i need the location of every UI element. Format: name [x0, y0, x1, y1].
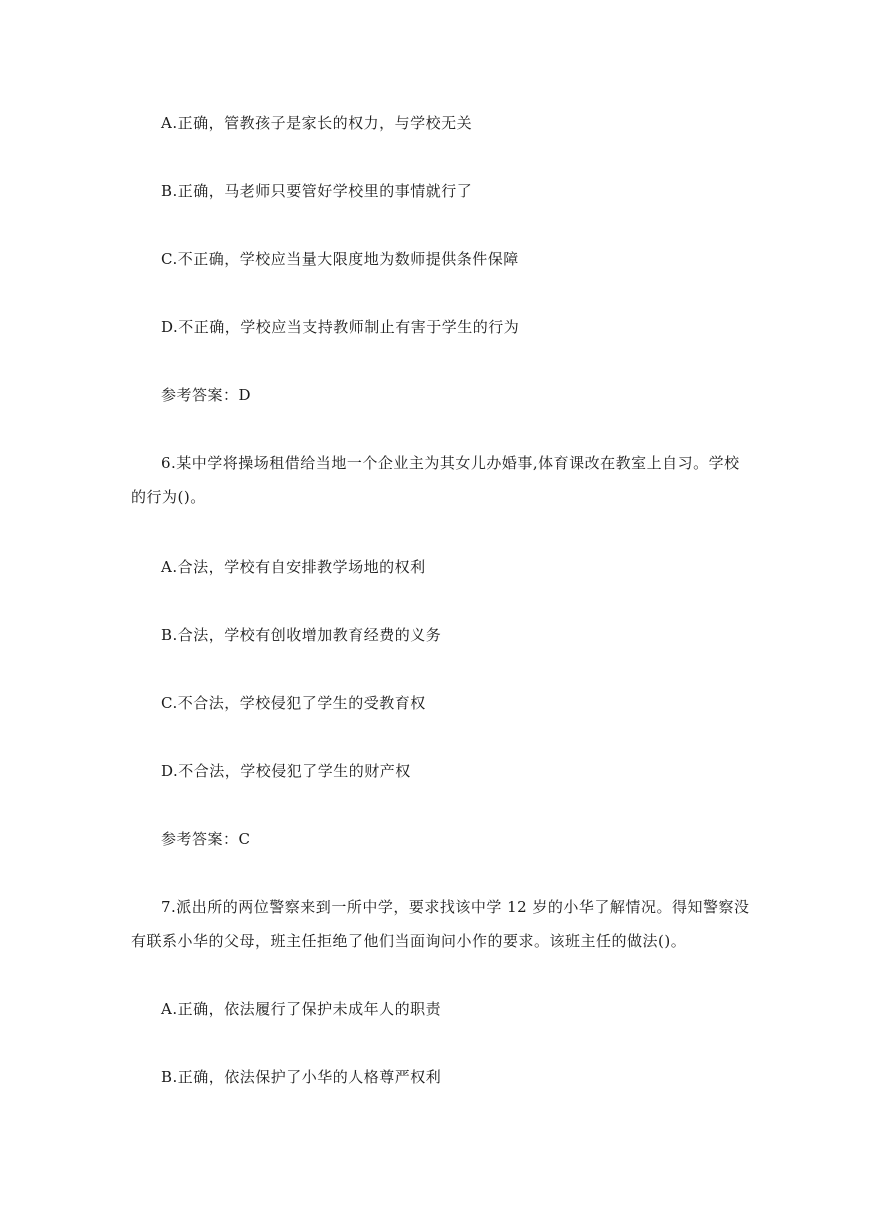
q7-option-b: B.正确，依法保护了小华的人格尊严权利: [161, 1068, 442, 1086]
q5-option-b: B.正确，马老师只要管好学校里的事情就行了: [161, 182, 473, 200]
q6-option-c: C.不合法，学校侵犯了学生的受教育权: [161, 694, 426, 712]
q5-answer: 参考答案：D: [161, 386, 252, 404]
q5-option-a: A.正确，管教孩子是家长的权力，与学校无关: [161, 114, 473, 132]
q6-answer: 参考答案：C: [161, 830, 251, 848]
q6-option-a: A.合法，学校有自安排教学场地的权利: [161, 558, 426, 576]
q5-option-d: D.不正确，学校应当支持教师制止有害于学生的行为: [161, 318, 520, 336]
q5-option-c: C.不正确，学校应当量大限度地为数师提供条件保障: [161, 250, 519, 268]
q6-option-d: D.不合法，学校侵犯了学生的财产权: [161, 762, 411, 780]
q6-stem-line1: 6.某中学将操场租借给当地一个企业主为其女儿办婚事,体育课改在教室上自习。学校: [161, 454, 740, 472]
q6-stem-line2: 的行为()。: [131, 488, 206, 506]
q7-option-a: A.正确，依法履行了保护未成年人的职责: [161, 1000, 442, 1018]
q6-option-b: B.合法，学校有创收增加教育经费的义务: [161, 626, 442, 644]
q7-stem-line2: 有联系小华的父母，班主任拒绝了他们当面询问小作的要求。该班主任的做法()。: [131, 932, 687, 950]
q7-stem-line1: 7.派出所的两位警察来到一所中学，要求找该中学 12 岁的小华了解情况。得知警察没: [161, 898, 750, 916]
